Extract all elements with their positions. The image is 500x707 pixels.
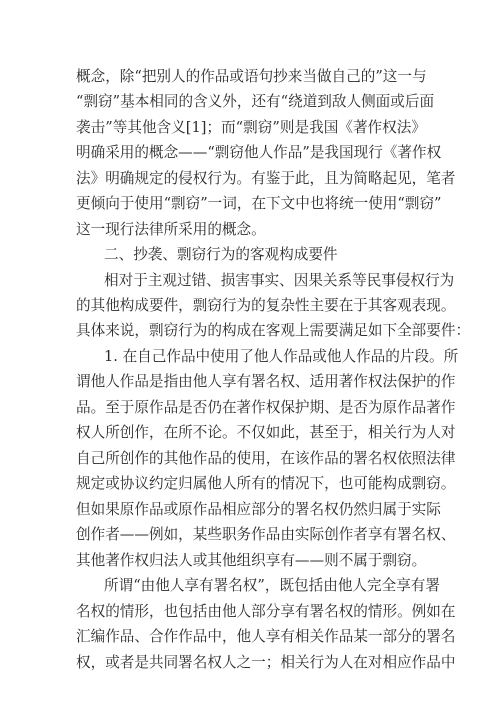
text-line: 概念，除“把别人的作品或语句抄来当做自己的”这一与 [76, 68, 427, 85]
text-line: 谓他人作品是指由他人享有署名权、适用著作权法保护的作 [76, 373, 456, 390]
text-line: 1. 在自己作品中使用了他人作品或他人作品的片段。所 [104, 348, 459, 365]
text-line: 但如果原作品或原作品相应部分的署名权仍然归属于实际 [76, 501, 441, 518]
text-line: 汇编作品、合作作品中，他人享有相关作品某一部分的署名 [76, 628, 456, 645]
text-line: 权，或者是共同署名权人之一；相关行为人在对相应作品中 [76, 654, 456, 671]
text-line: 的其他构成要件，剽窃行为的复杂性主要在于其客观表现。 [76, 297, 456, 314]
text-line: 明确采用的概念——“剽窃他人作品”是我国现行《著作权 [76, 144, 442, 161]
text-line: 自己所创作的其他作品的使用，在该作品的署名权依照法律 [76, 450, 456, 467]
text-line: 法》明确规定的侵权行为。有鉴于此，且为简略起见，笔者 [76, 170, 456, 187]
text-line: 更倾向于使用“剽窃”一词，在下文中也将统一使用“剽窃” [76, 195, 442, 212]
text-line: 袭击”等其他含义[1]；而“剽窃”则是我国《著作权法》 [76, 119, 426, 136]
text-line: 规定或协议约定归属他人所有的情况下，也可能构成剽窃。 [76, 475, 456, 492]
text-line: 名权的情形，也包括由他人部分享有署名权的情形。例如在 [76, 603, 456, 620]
text-line: 相对于主观过错、损害事实、因果关系等民事侵权行为 [104, 272, 455, 289]
text-line: 品。至于原作品是否仍在著作权保护期、是否为原作品著作 [76, 399, 456, 416]
text-line: 创作者——例如，某些职务作品由实际创作者享有署名权、 [76, 526, 456, 543]
text-line: “剽窃”基本相同的含义外，还有“绕道到敌人侧面或后面 [76, 93, 435, 110]
text-line: 所谓“由他人享有署名权”，既包括由他人完全享有署 [104, 577, 440, 594]
text-line: 这一现行法律所采用的概念。 [76, 221, 266, 238]
text-line: 权人所创作，在所不论。不仅如此，甚至于，相关行为人对 [76, 424, 456, 441]
text-line: 具体来说，剽窃行为的构成在客观上需要满足如下全部要件： [76, 322, 471, 339]
text-line: 其他著作权归法人或其他组织享有——则不属于剽窃。 [76, 552, 427, 569]
section-heading: 二、抄袭、剽窃行为的客观构成要件 [104, 246, 338, 263]
